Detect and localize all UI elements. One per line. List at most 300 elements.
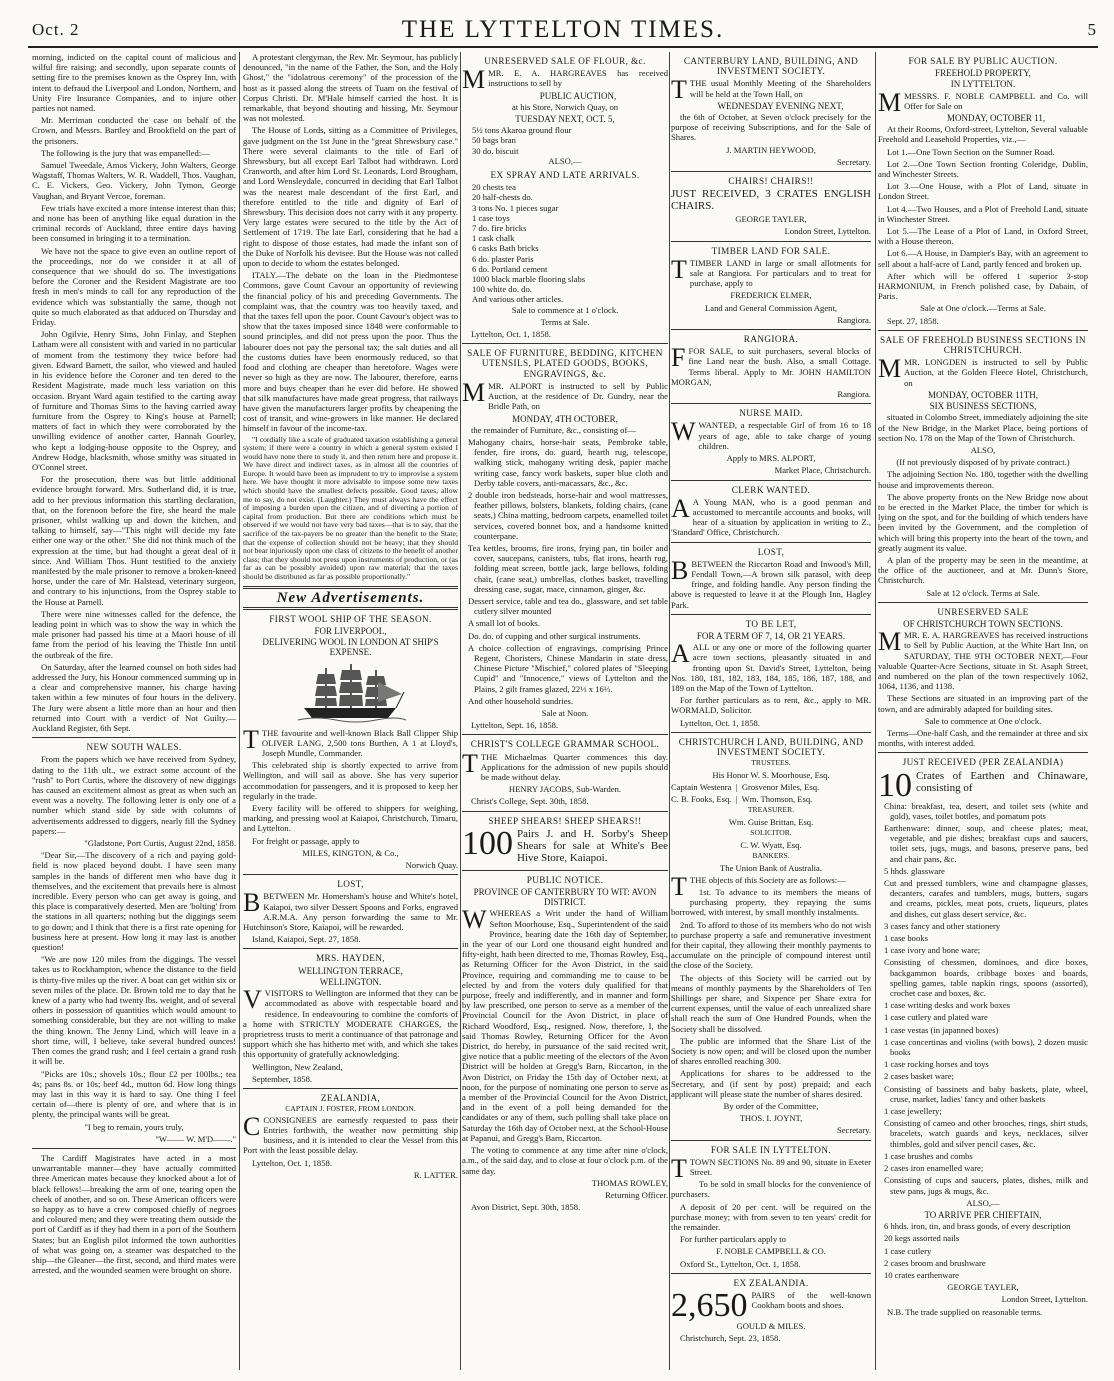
divider bbox=[671, 329, 871, 330]
ad-text: Sale at 12 o'clock. Terms at Sale. bbox=[926, 587, 1040, 598]
drop-cap: T bbox=[462, 748, 478, 778]
ad-signature: J. MARTIN HEYWOOD, bbox=[726, 144, 816, 155]
officer-name: C. B. Fooks, Esq. bbox=[671, 794, 732, 805]
ad-text: A deposit of 20 per cent. will be required on the purchase money; with from seven to ten years' credit for the remainder. bbox=[671, 1201, 871, 1233]
ad-heading: JUST RECEIVED (PER ZEALANDIA) bbox=[902, 757, 1064, 768]
list-item: 6 casks Bath bricks bbox=[472, 243, 539, 254]
drop-cap: T bbox=[671, 75, 687, 105]
goods-item: 2 cases broom and brushware bbox=[884, 1257, 986, 1268]
goods-item: 20 kegs assorted nails bbox=[884, 1233, 960, 1244]
lot-item: Lot 5.—The Lease of a Plot of Land, in Oxford Street, with a House thereon. bbox=[878, 226, 1088, 247]
ad-paragraph: Every facility will be offered to shippers for weighing, marking, and pressing wool at Kaiapoi, Christchurch, Timaru, and Lyttelton. bbox=[243, 803, 458, 834]
ad-date: Island, Kaiapoi, Sept. 27, 1858. bbox=[252, 934, 361, 945]
ad-heading: TO BE LET, bbox=[745, 618, 797, 629]
ad-text: Terms—One-half Cash, and the remainder at three and six months, with interest added. bbox=[878, 727, 1088, 749]
goods-item: 2 cases basket ware; bbox=[884, 1071, 954, 1082]
ad-text: Sale to commence at 1 o'clock. bbox=[511, 304, 619, 315]
drop-cap: A bbox=[671, 639, 690, 669]
ad-address: London Street, Lyttelton. bbox=[784, 226, 871, 237]
ad-paragraph bbox=[878, 354, 1088, 388]
goods-item: Consisting of chessmen, dominoes, and dice boxes, backgammon boards, cribbage boxes and boards, spelling games, table napkin rings, spoons (assorted), crochet case and boxes, &c. bbox=[884, 957, 1088, 999]
drop-cap: M bbox=[462, 65, 486, 95]
ad-text: ALSO, bbox=[970, 444, 996, 455]
article-paragraph: Few trials have excited a more intense interest than this; and none has been of anything like equal duration in the criminal records of Auckland, three entire days having been consumed in bringing it to a termination. bbox=[32, 202, 236, 244]
ad-text: And other household sundries. bbox=[468, 695, 574, 706]
drop-cap: C bbox=[243, 1111, 261, 1141]
ad-subheading: FOR LIVERPOOL, bbox=[314, 626, 387, 637]
ad-date: Avon District, Sept. 30th, 1858. bbox=[471, 1202, 581, 1213]
divider bbox=[671, 542, 871, 543]
column-rule bbox=[875, 52, 876, 1370]
page-header bbox=[28, 12, 1098, 48]
ad-signature: GEORGE TAYLER, bbox=[947, 1282, 1019, 1293]
officer-name: Wm. Thomson, Esq. bbox=[741, 794, 813, 805]
goods-item: 3 cases fancy and other stationery bbox=[884, 920, 1001, 931]
lot-item: Lot 6.—A House, in Dampier's Bay, with an agreement to sell about a half-acre of Land, partly fenced and broken up. bbox=[878, 248, 1088, 269]
column-3 bbox=[462, 52, 668, 1370]
ad-text: For further particulars as to rent, &c., apply to MR. WORMALD, Solicitor. bbox=[671, 695, 871, 716]
ad-heading: PUBLIC NOTICE. bbox=[526, 874, 604, 885]
ad-heading: ZEALANDIA, bbox=[320, 1092, 381, 1103]
ad-text: 1st. To advance to its members the means of purchasing property, they repaying the sums borrowed, with interest, by small monthly instalments. bbox=[671, 886, 871, 918]
ad-text: MR. E. A. HARGREAVES has received instructions to Sell by Public Auction, at the White Hart Inn, on SATURDAY, THE 9TH OCTOBER NEXT,—Four valuable Quarter-Acre Sections, situate in St. Asaph Street, and numbered on the plan of the town respectively 1062, 1064, 1136, and 1138. bbox=[878, 630, 1088, 692]
ad-text: To be sold in small blocks for the convenience of purchasers. bbox=[671, 1179, 871, 1200]
ad-date: Christ's College, Sept. 30th, 1858. bbox=[471, 796, 589, 807]
ad-text: Mahogany chairs, horse-hair seats, Pembroke table, fender, fire irons, do. guard, hearth rug, telescope, walking stick, mahogany writing desk, papier mache writing case, fancy work baskets, super blue cloth and Derby table covers, anti-macassars, &c., &c. bbox=[468, 436, 668, 488]
ad-heading: CANTERBURY LAND, BUILDING, AND INVESTMENT SOCIETY. bbox=[683, 56, 859, 77]
goods-item: 6 hhds. iron, tin, and brass goods, of every description bbox=[884, 1221, 1071, 1232]
divider bbox=[878, 602, 1088, 603]
ad-date: Lyttelton, Sept. 16, 1858. bbox=[471, 720, 559, 731]
goods-item: 2 cases iron enamelled ware; bbox=[884, 1163, 984, 1174]
ad-paragraph bbox=[243, 985, 458, 1060]
goods-item: 1 case cutlery and plated ware bbox=[884, 1012, 988, 1023]
ad-heading: UNRESERVED SALE bbox=[937, 606, 1029, 617]
ad-text: Terms at Sale. bbox=[540, 316, 590, 327]
goods-item: 1 case brushes and combs bbox=[884, 1150, 973, 1161]
goods-item: 1 case jewellery; bbox=[884, 1106, 942, 1117]
article-paragraph: The House of Lords, sitting as a Committee of Privileges, gave judgment on the 1st June in the "great Shrewsbury case." There were several claimants to the title of Earl of Shrewsbury, but all except Earl Talbot had withdrawn. Lord Cranworth, and after him Lord St. Leonards, Lord Brougham, and Lord Wensleydale, concurred in deciding that Earl Talbot was the nearest male descendant of the first Earl, and therefore entitled to the title and dignity of Earl of Shrewsbury. This decision does not carry with it any property. Very large estates were secured to the title by the Act of Settlement of 1719. The late Earl, considering that he had a right to dispose of those estates, had made the infant son of the Duke of Norfolk his devisee. But the House was not called upon to decide to whom the estates belonged. bbox=[243, 125, 458, 269]
ad-heading: FOR SALE IN LYTTELTON. bbox=[710, 1144, 832, 1155]
officer-name: Captain Westenra bbox=[671, 781, 732, 792]
ad-paragraph bbox=[671, 493, 871, 538]
ad-heading: CLERK WANTED. bbox=[731, 484, 811, 495]
ad-paragraph bbox=[462, 377, 668, 412]
ad-text: After which will be offered 1 superior 3-stop HARMONIUM, in French polished case, by Dabain, of Paris. bbox=[878, 270, 1088, 302]
drop-cap: V bbox=[243, 985, 262, 1015]
ad-subheading: FOR A TERM OF 7, 14, OR 21 YEARS. bbox=[696, 630, 846, 641]
issue-date: Oct. 2 bbox=[32, 20, 80, 39]
role-label: BANKERS. bbox=[752, 850, 790, 860]
ad-address: Rangiora. bbox=[837, 389, 871, 400]
ad-text: MR. LONGDEN is instructed to sell by Public Auction, at the Golden Fleece Hotel, Christchurch, on bbox=[904, 357, 1088, 388]
list-item: 50 bags bran bbox=[472, 135, 516, 146]
ad-text: MR. E. A. HARGREAVES has received instructions to sell by bbox=[488, 68, 668, 89]
ad-signature: HENRY JACOBS, Sub-Warden. bbox=[508, 784, 622, 795]
ad-heading: FOR SALE BY PUBLIC AUCTION. bbox=[908, 56, 1058, 66]
article-paragraph: "Dear Sir,—The discovery of a rich and paying gold-field is now placed beyond doubt. I have seen many samples in the hands of different men who have dug it themselves, and the excitement that prevails here is almost incredible. Every person who can get away is going, and this place is comparatively deserted. Men are 'bolting' from the stations in all quarters; nothing but the diggings seem to go down; and I think that there is a first rate opening for business here at present. How long it may last is another question! bbox=[32, 850, 236, 953]
ad-address: Norwich Quay. bbox=[405, 860, 458, 871]
officer-row: Captain Westenra | Grosvenor Miles, Esq. bbox=[671, 781, 820, 792]
ad-heading: EX ZEALANDIA. bbox=[733, 1277, 809, 1288]
ad-subheading: FREEHOLD PROPERTY, bbox=[935, 68, 1031, 79]
ad-subheading: EX SPRAY AND LATE ARRIVALS. bbox=[490, 170, 640, 181]
ad-text: Land and General Commission Agent, bbox=[705, 302, 837, 313]
ad-text: By order of the Committee, bbox=[723, 1101, 819, 1112]
page-number: 5 bbox=[1087, 20, 1096, 39]
ad-signature: Returning Officer. bbox=[605, 1189, 668, 1200]
goods-item: Consisting of cups and saucers, plates, dishes, milk and stew pans, jugs & mugs, &c. bbox=[884, 1175, 1088, 1196]
ad-heading: CHAIRS! CHAIRS!! bbox=[728, 176, 814, 187]
lot-item: Lot 4.—Two Houses, and a Plot of Freehold Land, situate in Winchester Street. bbox=[878, 203, 1088, 224]
goods-item: 1 case vestas (in japanned boxes) bbox=[884, 1024, 999, 1035]
ad-text: the remainder of Furniture, &c., consisting of— bbox=[471, 424, 636, 435]
ad-paragraph bbox=[878, 766, 1088, 804]
divider bbox=[243, 874, 458, 875]
ad-heading: MRS. HAYDEN, bbox=[315, 953, 386, 964]
ad-text: PAIRS of the well-known Cookham boots and shoes. bbox=[751, 1290, 871, 1311]
ad-paragraph: This celebrated ship is shortly expected to arrive from Wellington, and will sail as above. She has very superior accommodation for passengers, and it is proposed to keep her regularly in the trade. bbox=[243, 760, 458, 801]
ad-subheading: MONDAY, 4TH OCTOBER, bbox=[512, 413, 618, 424]
ad-signature: MILES, KINGTON, & Co., bbox=[302, 847, 399, 858]
ad-heading: TIMBER LAND FOR SALE. bbox=[711, 245, 831, 256]
ad-heading: LOST, bbox=[757, 546, 785, 557]
list-item: 3 tons No. 1 pieces sugar bbox=[472, 202, 559, 213]
letter-dateline: "Gladstone, Port Curtis, August 22nd, 1858. bbox=[84, 838, 236, 849]
item-list bbox=[462, 125, 668, 156]
divider bbox=[243, 948, 458, 949]
goods-item: 1 case concertinas and violins (with bows), 2 dozen music books bbox=[884, 1036, 1088, 1058]
ad-subheading: MONDAY, OCTOBER 11, bbox=[947, 113, 1046, 124]
role-label: TREASURER. bbox=[747, 805, 795, 815]
divider bbox=[671, 171, 871, 172]
drop-cap: M bbox=[878, 354, 902, 384]
ad-text: THE usual Monthly Meeting of the Shareholders will be held at the Town Hall, on bbox=[689, 78, 871, 99]
ad-text: ALSO,— bbox=[548, 155, 582, 166]
ad-note: N.B. The trade supplied on reasonable terms. bbox=[887, 1306, 1043, 1317]
ad-paragraph: For freight or passage, apply to bbox=[252, 835, 360, 846]
ad-text: A small lot of books. bbox=[468, 618, 540, 629]
ad-signature: F. NOBLE CAMPBELL & CO. bbox=[716, 1246, 826, 1257]
ad-text: ALL or any one or more of the following quarter acre town sections, pleasantly situated in and fronting upon St. David's Street, Lyttelton, being Nos. 180, 181, 182, 183, 184, 185, 186, 187, 188, and 189 on the Map of the Town of Lyttelton. bbox=[671, 642, 871, 693]
drop-cap: F bbox=[671, 343, 686, 373]
list-item: And various other articles. bbox=[472, 294, 564, 305]
article-paragraph: "We are now 120 miles from the diggings. The vessel takes us to Rockhampton, whence the distance to the field is thirty-five miles up the river. A boat can get within six or seven miles of the place. Dr. Brown told me to day that he knew of a party who had twenty lbs. weight, and of several others in possession of quantities which would amount to something considerable, but they are not willing to make the thing known. The Jenny Lind, which will leave in a short time, will, I believe, take several hundred ounces! Then comes the grand rush; and I feel certain a grand rush it will be. bbox=[32, 954, 236, 1067]
ad-date: Oxford St., Lyttelton, Oct. 1, 1858. bbox=[680, 1258, 801, 1269]
column-1 bbox=[32, 52, 236, 1370]
drop-cap: A bbox=[671, 493, 690, 523]
drop-cap: T bbox=[671, 871, 687, 901]
ad-text: VISITORS to Wellington are informed that they can be accommodated as above with respectable board and residence. In endeavouring to combine the comforts of a home with STRICTLY MODERATE CHARGES, the proprietress trusts to merit a continuance of that patronage and support which she has hitherto met with, and which she takes this opportunity of gratefully acknowledging. bbox=[243, 988, 458, 1060]
ad-heading: CHRISTCHURCH LAND, BUILDING, AND INVESTMENT SOCIETY. bbox=[678, 736, 864, 757]
list-item: 1 cask chalk bbox=[472, 233, 515, 244]
article-paragraph: For the prosecution, there was but little additional evidence brought forward. Mrs. Sutherland did, it is true, add to her previous information this startling declaration, that, on the forenoon before the fire, she heard the male prisoner, whilst walking up and down the kitchen, and talking to himself, say—"This night will decide my fate either one way or the other." She did not think much of the expression at the time, but had thought a great deal of it since. And William Thos. Hunt testified to the anxiety manifested by the male prisoner to remove a broken-kneed horse, under the care of Mr. Halstead, veterinary surgeon, and contrary to his injunctions, from the Osprey stable to the House at Parnell. bbox=[32, 474, 236, 607]
goods-item: 1 case books bbox=[884, 933, 928, 944]
section-heading: NEW SOUTH WALES. bbox=[86, 742, 182, 753]
divider bbox=[243, 607, 458, 610]
ad-paragraph bbox=[671, 1287, 871, 1325]
goods-item: 1 case rocking horses and toys bbox=[884, 1059, 989, 1070]
divider bbox=[671, 614, 871, 615]
ad-paragraph bbox=[243, 724, 458, 759]
ad-address: Rangiora. bbox=[837, 314, 871, 325]
ad-text: (If not previously disposed of by private contract.) bbox=[896, 457, 1070, 468]
column-2 bbox=[243, 52, 458, 1370]
article-paragraph: "Picks are 10s.; shovels 10s.; flour £2 per 100lbs.; tea 4s; pans 8s. or 10s; beef 4d., mutton 6d. How long things may last in this way it is hard to say. One thing I feel certain of—there is plenty of ore, and where that is in plenty, the principal wants will be great. bbox=[32, 1068, 236, 1120]
new-advertisements-heading: New Advertisements. bbox=[276, 589, 425, 606]
article-paragraph: ITALY.—The debate on the loan in the Piedmontese Commons, gave Count Cavour an opportunity of reviewing the financial policy of his and preceding Governments. The complaint was, that the country was too heavily taxed, and that the taxes fell upon the poor. Count Cavour's object was to show that the taxes imposed since 1848 were conformable to sound principles, and did not press upon the poor. Thus the labourer does not pay the personal tax; the salt duties and all the customs duties have been enormously reduced, so that food and clothing are cheaper than heretofore. Wages were never so high as they are now. The labourer, therefore, earns more and buys cheaper than he ever did before. He showed that silk manufactures have made great progress, that railways have given the manufacturers larger profits by cheapening the cost of transit, and wine-growers in like manner. He declared himself in favour of the income-tax. bbox=[243, 270, 458, 434]
officer-name: C. W. Wyatt, Esq. bbox=[740, 839, 802, 850]
ad-paragraph bbox=[243, 1111, 458, 1156]
ad-heading: FIRST WOOL SHIP OF THE SEASON. bbox=[269, 613, 432, 624]
goods-item: Cut and pressed tumblers, wine and champagne glasses, decanters, carafes and tumblers, mugs, butters, sugars and creams, pickles, meat pots, cruets, liqueurs, plates and dishes, cut glass desert service, &c. bbox=[884, 878, 1088, 919]
ad-signature: Apply to MRS. ALPORT, bbox=[726, 453, 816, 464]
ad-text: The voting to commence at any time after nine o'clock, a.m., of the said day, and to close at four o'clock p.m. of the same day. bbox=[462, 1145, 668, 1176]
list-item: 20 chests tea bbox=[472, 182, 516, 193]
ad-date: Lyttelton, Oct. 1, 1858. bbox=[680, 717, 760, 728]
drop-cap: M bbox=[878, 87, 902, 117]
divider bbox=[462, 343, 668, 344]
officer-row: C. B. Fooks, Esq. | Wm. Thomson, Esq. bbox=[671, 794, 813, 805]
divider bbox=[671, 1273, 871, 1274]
column-4 bbox=[671, 52, 871, 1370]
ad-paragraph bbox=[671, 871, 871, 901]
ad-text: A plan of the property may be seen in the meantime, at the office of the auctioneer, and at Mr. Dunn's Store, Christchurch. bbox=[878, 554, 1088, 586]
ad-text: A Young MAN, who is a good penman and accustomed to mercantile accounts and books, will hear of a situation by application in writing to Z., 'Standard' Office, Christchurch. bbox=[671, 496, 871, 538]
big-number: 100 bbox=[462, 824, 513, 862]
ad-date: Wellington, New Zealand, bbox=[252, 1061, 343, 1072]
divider bbox=[32, 737, 236, 738]
newspaper-title: THE LYTTELTON TIMES. bbox=[401, 16, 725, 43]
ad-subheading: MONDAY, OCTOBER 11TH, bbox=[927, 389, 1039, 400]
drop-cap: T bbox=[671, 1153, 687, 1183]
ad-subheading: SIX BUSINESS SECTIONS, bbox=[929, 401, 1037, 412]
big-number: 10 bbox=[878, 766, 912, 804]
ad-text: Tea kettles, brooms, fire irons, frying pan, tin boiler and cover, saucepans, canisters, tubs, flat irons, hearth rug, folding meat screen, bottle jack, large bellows, folding chair, (cane seat,) umbrellas, clothes basket, travelling dressing case, sugar, mace, cinnamon, ginger, &c. bbox=[468, 542, 668, 594]
column-rule bbox=[669, 52, 670, 1370]
divider bbox=[32, 1148, 236, 1149]
ad-signature: FREDERICK ELMER, bbox=[730, 290, 812, 301]
role-label: TRUSTEES. bbox=[751, 758, 791, 768]
officer-name: Grosvenor Miles, Esq. bbox=[741, 781, 820, 792]
ad-address: Market Place, Christchurch. bbox=[774, 465, 871, 476]
article-paragraph: There were nine witnesses called for the defence, the leading point in which was to show the way in which the male prisoner had passed his time at a Maori house of ill fame from the period of his leaving the Thistle Inn until the outbreak of the fire. bbox=[32, 608, 236, 660]
ad-date: Christchurch, Sept. 23, 1858. bbox=[680, 1333, 781, 1344]
ad-subheading: WELLINGTON. bbox=[319, 976, 382, 987]
ad-paragraph bbox=[671, 555, 871, 610]
officer-name: His Honor W. S. Moorhouse, Esq. bbox=[712, 769, 830, 780]
drop-cap: B bbox=[243, 888, 261, 918]
ad-date: Lyttelton, Oct. 1, 1858. bbox=[471, 329, 551, 340]
ad-paragraph bbox=[671, 639, 871, 693]
ad-text: Crates of Earthen and Chinaware, consisting of bbox=[916, 769, 1088, 794]
ad-text: THE objects of this Society are as follows:— bbox=[689, 874, 846, 885]
ad-text: The public are informed that the Share List of the Society is now open; and will be closed upon the number of shares enrolled reaching 300. bbox=[671, 1035, 871, 1067]
ad-date: Lyttelton, Oct. 1, 1858. bbox=[252, 1157, 332, 1168]
ad-date: September, 1858. bbox=[252, 1073, 313, 1084]
ad-paragraph bbox=[462, 748, 668, 783]
ad-date: Sept. 27, 1858. bbox=[887, 315, 939, 326]
goods-item: 5 hhds. glassware bbox=[884, 865, 945, 876]
quoted-speech: "I cordially like a scale of graduated taxation establishing a general system; if there were a country in which a general system existed I would have none there to study it, and then return here and propose it. We have direct and indirect taxes, as in almost all the countries of Europe. It would have been as imprudent to try to improvise a system here. We have thought it more advisable to impose some new taxes which should have the smallest defects possible. Good taxes, allow me to say, do not exist. (Laughter.) They must always have the effect of imposing a burden upon the citizen, and of diverting a portion of capital from production. But there are conditions which must be observed if we would not have very bad taxes—that is to say, that the sacrifice of the tax-payers be no greater than the benefit to the State; that the expense of collection should not be heavy; that they should not bear injuriously upon one class of citizens to the benefit of another class; that they should not press upon instruments of production, or (as far as can be possibly avoided) upon raw material; that the taxes should be distributed as far as possible proportionally." bbox=[243, 434, 458, 582]
ad-text: MESSRS. F. NOBLE CAMPBELL and Co. will Offer for Sale on bbox=[904, 90, 1088, 111]
column-rule bbox=[239, 52, 240, 1370]
list-item: 1 case toys bbox=[472, 212, 510, 223]
drop-cap: T bbox=[243, 724, 259, 754]
officer-name: The Union Bank of Australia. bbox=[720, 862, 822, 873]
article-paragraph: John Ogilvie, Henry Sims, John Finlay, and Stephen Latham were all consistent with and varied in no particular of moment from the testimony they twice before had given. Edward Barnett, the sailor, who viewed and hauled in his evidence before the Coroner and ten dered to the Resident Magistrate, made much less variation on this occasion. Bryant Ward again testified to the carting away of furniture and Thomas Sims to the having carried away furniture from the Osprey to King's house at Parnell; matters of fact in which they were corroborated by the unwilling evidence of another carter, Hannah Gourley, who kept a lodging-house opposite to the Osprey, and Andrew Hodge, blacksmith, whose smithy was situated in O'Connel street. bbox=[32, 329, 236, 472]
drop-cap: W bbox=[462, 905, 487, 935]
ad-signature: GOULD & MILES. bbox=[736, 1321, 806, 1332]
ad-subheading: PUBLIC AUCTION, bbox=[539, 90, 617, 101]
ad-heading: CHRIST'S COLLEGE GRAMMAR SCHOOL. bbox=[470, 739, 660, 750]
jury-list: Samuel Tweedale, Amos Vickery, John Walters, George Wagstaff, Thomas Walters, W. R. Waddell, Thos. Vaughan, C. E. Vickers, Geo. Vickery, John Tymon, George Vaughan, and Bryant Vercoe, foreman. bbox=[32, 160, 236, 201]
ad-text: The above property fronts on the New Bridge now about to be erected in the Market Place, the timber for which is lying on the spot, and for the building of which tenders have been invited by the Government, and the completion of which will bring this property into the heart of the town, and greatly augment its value. bbox=[878, 491, 1088, 553]
divider bbox=[462, 870, 668, 871]
list-item: 5½ tons Akaroa ground flour bbox=[472, 125, 572, 136]
divider bbox=[671, 480, 871, 481]
ad-signature: THOMAS ROWLEY, bbox=[591, 1177, 668, 1188]
ad-address: London Street, Lyttelton. bbox=[1001, 1294, 1088, 1305]
column-rule bbox=[460, 52, 461, 1370]
list-item: 6 do. plaster Paris bbox=[472, 253, 534, 264]
list-item: 100 white do. do. bbox=[472, 284, 532, 295]
ad-paragraph bbox=[671, 75, 871, 105]
ad-paragraph bbox=[671, 417, 871, 451]
divider bbox=[671, 241, 871, 242]
ad-text: The adjoining Section No. 180, together with the dwelling house and improvements thereon. bbox=[878, 469, 1088, 490]
goods-item: 1 case ivory and bone ware; bbox=[884, 945, 981, 956]
ad-text: the 6th of October, at Seven o'clock precisely for the purpose of receiving Subscriptions, and for the Sale of Shares. bbox=[671, 112, 871, 143]
ad-text: CONSIGNEES are earnestly requested to pass their Entries forthwith, the weather now permitting ship business, and it is intended to clear the Vessel from this Port with the least possible delay. bbox=[243, 1114, 458, 1156]
article-paragraph: The Cardiff Magistrates have acted in a most unwarrantable manner—they have actually committed three American mates because they knocked about a lot of black fellows!—breaking the arm of one, tearing open the cheek of another, and so on. These American officers were so happy as to have a crew composed chiefly of negroes and coloured men; and they were treating them outside the port of Cardiff as if they had them in a port of the Southern States; but an English pilot informed the town authorities of what was going on, a steamer was despatched to the ship—the Gleaner—the first, second, and third mates were arrested, and the wounded seamen were brought on shore. bbox=[32, 1152, 236, 1276]
lot-item: Lot 1.—One Town Section on the Sumner Road. bbox=[887, 146, 1055, 157]
drop-cap: M bbox=[462, 377, 486, 407]
ad-text: BETWEEN Mr. Homersham's house and White's hotel, Kaiapoi, two silver Dessert Spoons and Forks, engraved A.R.M.A. Any person forwarding the same to Mr. Hutchinson's Store, Kaiapoi, will be rewarded. bbox=[243, 891, 458, 933]
ad-text: TOWN SECTIONS No. 89 and 90, situate in Exeter Street. bbox=[689, 1156, 871, 1178]
ad-paragraph bbox=[462, 905, 668, 1143]
ad-text: Sale at Noon. bbox=[541, 707, 589, 718]
ad-paragraph bbox=[878, 627, 1088, 692]
ad-subheading: OF CHRISTCHURCH TOWN SECTIONS. bbox=[903, 618, 1063, 629]
drop-cap: W bbox=[671, 417, 696, 447]
ad-text: WANTED, a respectable Girl of from 16 to 18 years of age, able to take charge of young children. bbox=[698, 420, 871, 451]
goods-item: China: breakfast, tea, desert, and toilet sets (white and gold), vases, toilet bottles, and pomatum pots bbox=[884, 800, 1088, 821]
ad-paragraph bbox=[462, 65, 668, 95]
ad-text: MR. ALPORT is instructed to sell by Public Auction, at the residence of Dr. Gundry, near the Bridle Path, on bbox=[488, 380, 668, 412]
ad-subheading: DELIVERING WOOL IN LONDON AT SHIP'S EXPENSE. bbox=[262, 637, 439, 658]
ad-heading: RANGIORA. bbox=[743, 334, 799, 345]
goods-item: 1 case cutlery bbox=[884, 1245, 932, 1256]
ad-text: Sale to commence at One o'clock. bbox=[924, 715, 1042, 726]
list-item: 30 do. biscuit bbox=[472, 145, 519, 156]
letter-closing: "I beg to remain, yours truly, bbox=[84, 1121, 184, 1132]
divider bbox=[243, 1088, 458, 1089]
ad-text: WHEREAS a Writ under the hand of William Sefton Moorhouse, Esq., Superintendent of the said Province, bearing date the 16th day of September, in the year of our Lord one thousand eight hundred and fifty-eight, hath been directed to me, Thomas Rowley, Esq., as Returning Officer for the Avon District, in the said Province, requiring and commanding me to cause to be elected by and from the voters duly qualified for that purpose, freely and indifferently, and in manner and form by law prescribed, one person to serve as a member of the Provincial Council for the Avon District, in place of Richard Woodford, Esq., resigned. Now, therefore, I, the said Thomas Rowley, Returning Officer for the Avon District, do hereby, in pursuance of the said recited writ, give notice that a public meeting of the electors of the Avon District will be holden at Gregg's Barn, Riccarton, in the Avon District, on Friday the 15th day of October next, at noon, for the purpose of nominating one person to serve as a member of the Provincial Council for the Avon District, and in the event of a poll being demanded for the candidates or any of them, such polling shall take place on Saturday the 16th day of October next, at the School-House at Papanui, and Gregg's Barn, Riccarton. bbox=[462, 908, 668, 1143]
ad-text: For further particulars apply to bbox=[680, 1234, 786, 1245]
divider bbox=[878, 752, 1088, 753]
ad-heading: UNRESERVED SALE OF FLOUR, &c. bbox=[484, 56, 646, 66]
ad-subheading: WELLINGTON TERRACE, bbox=[298, 965, 403, 976]
big-number: 2,650 bbox=[671, 1287, 748, 1325]
article-paragraph: The following is the jury that was empanelled:— bbox=[41, 147, 210, 158]
ad-text: BETWEEN the Riccarton Road and Inwood's Mill, Fendall Town,—A brown silk parasol, with deep fringe, and folding handle. Any person finding the above is requested to leave it at the Plough Inn, Hagley Park. bbox=[671, 558, 871, 610]
ad-heading: SHEEP SHEARS! SHEEP SHEARS!! bbox=[488, 815, 642, 826]
article-paragraph: On Saturday, after the learned counsel on both sides had addressed the Jury, his Honour commenced summing up in a clear and comprehensive manner, his charge having taken within a few minutes of four hours in the delivery. The Jury were absent a little more than an hour and then returned into Court with a verdict of Not Guilty.—Auckland Register, 6th Sept. bbox=[32, 661, 236, 733]
goods-item: Consisting of bassinets and baby baskets, plate, wheel, cruse, market, ladies' fancy and other baskets bbox=[884, 1083, 1088, 1104]
drop-cap: M bbox=[878, 627, 902, 657]
divider bbox=[671, 1140, 871, 1141]
divider bbox=[671, 732, 871, 733]
goods-item: 1 case writing desks and work boxes bbox=[884, 1000, 1011, 1011]
article-paragraph: Mr. Merriman conducted the case on behalf of the Crown, and Messrs. Bartley and Brookfield on the part of the prisoners. bbox=[32, 115, 236, 146]
list-item: 20 half-chests do. bbox=[472, 192, 533, 203]
officer-name: Wm. Guise Brittan, Esq. bbox=[728, 816, 814, 827]
ad-text: ALSO,— bbox=[966, 1197, 1000, 1208]
lot-item: Lot 3.—One House, with a Plot of Land, situate in London Street. bbox=[878, 181, 1088, 202]
ad-heading: NURSE MAID. bbox=[739, 408, 803, 419]
item-list bbox=[462, 182, 668, 304]
ad-subheading: CAPTAIN J. FOSTER, FROM LONDON. bbox=[285, 1104, 416, 1114]
ad-signature: GEORGE TAYLER, bbox=[735, 214, 807, 225]
ad-subheading: TO ARRIVE PER CHIEFTAIN, bbox=[924, 1209, 1042, 1220]
article-paragraph: morning, indicted on the capital count of malicious and wilful fire raising; and secondly, upon separate counts of setting fire to the premises known as the Osprey Inn, with intent to defraud the Liverpool and London, Northern, and Unity Fire Insurance Companies, and to injure other parties not named. bbox=[32, 52, 236, 114]
ad-text: Pairs J. and H. Sorby's Sheep Shears for sale at White's Bee Hive Store, Kaiapoi. bbox=[517, 827, 668, 864]
article-paragraph: From the papers which we have received from Sydney, dating to the 11th ult., we extract some account of the "rush" to Port Curtis, where the discovery of new diggings has caused an excitement almost as great as when such an event was a novelty. The following letter is only one of a number which stand side by side with columns of advertisements addressed to diggers, nearly fill the Sydney papers:— bbox=[32, 754, 236, 836]
ad-text: Applications for shares to be addressed to the Secretary, and (if sent by post) prepaid; and each applicant will please state the number of shares desired. bbox=[671, 1068, 871, 1099]
letter-signature: "W—— W. M'D——." bbox=[155, 1133, 236, 1144]
list-item: 7 do. fire bricks bbox=[472, 223, 527, 234]
divider bbox=[878, 330, 1088, 331]
ad-heading: LOST, bbox=[337, 879, 364, 890]
ad-paragraph bbox=[243, 888, 458, 933]
ad-text: Do. do. of cupping and other surgical instruments. bbox=[468, 630, 641, 641]
role-label: SOLICITOR. bbox=[750, 828, 792, 838]
lot-item: Lot 2.—One Town Section fronting Coleridge, Dublin, and Winchester Streets. bbox=[878, 158, 1088, 180]
ad-heading: SALE OF FREEHOLD BUSINESS SECTIONS IN CHRISTCHURCH. bbox=[880, 334, 1086, 356]
divider bbox=[243, 586, 458, 589]
list-item: 6 do. Portland cement bbox=[472, 263, 548, 274]
ad-signature: Secretary. bbox=[836, 156, 871, 167]
ad-text: Sale at One o'clock.—Terms at Sale. bbox=[920, 303, 1046, 314]
goods-item: Consisting of cameo and other brooches, rings, shirt studs, bracelets, watch guards and keys, necklaces, silver thimbles, gold and silver pencil cases, &c. bbox=[884, 1118, 1088, 1149]
ad-paragraph bbox=[671, 254, 871, 289]
ad-text: At their Rooms, Oxford-street, Lyttelton, Several valuable Freehold and Leasehold Properties, viz.,— bbox=[878, 124, 1088, 145]
ad-subheading: PROVINCE OF CANTERBURY TO WIT: AVON DISTRICT. bbox=[473, 887, 657, 908]
ad-paragraph bbox=[671, 1153, 871, 1183]
ad-paragraph bbox=[878, 87, 1088, 117]
ad-signature: Secretary. bbox=[836, 1125, 871, 1136]
divider bbox=[462, 734, 668, 735]
ad-text: FOR SALE, to suit purchasers, several blocks of fine Land near the bush. Also, a small Cottage. Terms liberal. Apply to Mr. JOHN HAMILTON MORGAN, bbox=[671, 346, 871, 387]
divider bbox=[671, 403, 871, 404]
divider bbox=[462, 811, 668, 812]
ad-text: The objects of this Society will be carried out by means of monthly payments by the Shareholders of Ten Shillings per share, and Sixpence per Share extra for current expenses, until the value of each unrealized share shall reach the sum of One Hundred Pounds, when the Society shall be dissolved. bbox=[671, 972, 871, 1034]
ad-subheading: IN LYTTELTON. bbox=[950, 79, 1016, 90]
drop-cap: B bbox=[671, 555, 689, 585]
ad-paragraph bbox=[462, 824, 668, 864]
ad-paragraph bbox=[671, 343, 871, 387]
ad-paragraph: JUST RECEIVED, 3 CRATES ENGLISH CHAIRS. bbox=[671, 188, 871, 213]
ad-text: A choice collection of engravings, comprising Prince Regent, Choristers, Chinese Mandarin in state dress, Chinese Picture "Mischief," colored plates of "Sleeping Cupid" and "Innocence," views of Lyttelton and the Plains, 2 gilt frames glazed, 22⅓ x 16⅓. bbox=[468, 642, 668, 694]
column-5 bbox=[878, 52, 1088, 1370]
ad-heading: SALE OF FURNITURE, BEDDING, KITCHEN UTENSILS, PLATED GOODS, BOOKS, ENGRAVINGS, &c. bbox=[467, 348, 663, 379]
ad-text: These Sections are situated in an improving part of the town, and are admirably adapted for building sites. bbox=[878, 693, 1088, 714]
ad-signature: THOS. I. JOYNT, bbox=[739, 1113, 803, 1124]
sailing-ship-icon bbox=[296, 662, 406, 724]
ad-text: 2 double iron bedsteads, horse-hair and wool mattresses, feather pillows, bolsters, blankets, folding chairs, (cane seats,) China matting, bedroom carpets, enamelled toilet services, covered bonnet box, and a handsome knitted counterpane. bbox=[468, 489, 668, 541]
ad-text: THE favourite and well-known Black Ball Clipper Ship OLIVER LANG, 2,500 tons Burthen, A 1 at Lloyd's, Joseph Mundle, Commander. bbox=[261, 727, 458, 759]
